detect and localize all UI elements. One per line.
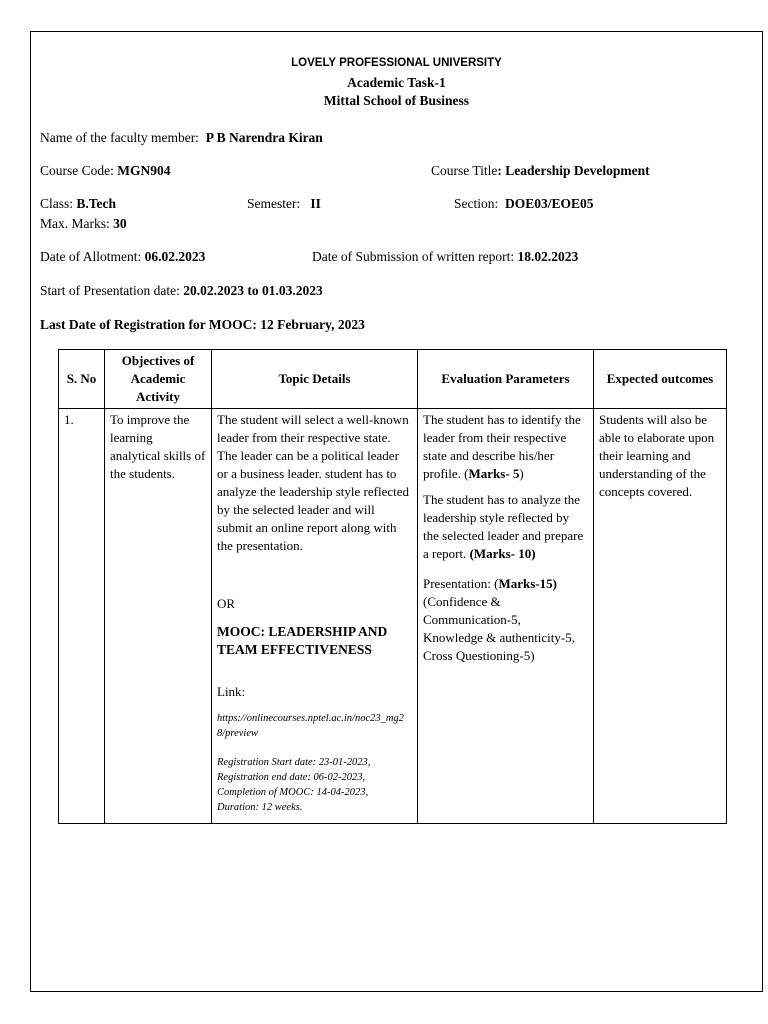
eval-knowledge: Knowledge & authenticity-5, <box>423 630 575 645</box>
link-label: Link: <box>217 684 246 699</box>
course-title: : Leadership Development <box>497 163 650 178</box>
mooc-registration-line: Last Date of Registration for MOOC: 12 February, 2023 <box>40 317 365 332</box>
max-marks-line: Max. Marks: 30 <box>40 216 127 231</box>
mooc-duration: Duration: 12 weeks. <box>217 802 303 813</box>
activity-table <box>58 349 727 824</box>
course-title-line: Course Title: Leadership Development <box>431 163 650 178</box>
section-value: DOE03/EOE05 <box>505 196 594 211</box>
mooc-link[interactable]: https://onlinecourses.nptel.ac.in/noc23_mg28/preview <box>217 713 404 739</box>
presentation-dates: 20.02.2023 to 01.03.2023 <box>183 283 323 298</box>
registration-start: Registration Start date: 23-01-2023, <box>217 757 371 768</box>
row-evaluation <box>418 409 594 824</box>
row-outcome: Students will also be able to elaborate upon their learning and understanding of the concepts covered. <box>594 409 727 824</box>
header-sno: S. No <box>59 350 105 409</box>
eval-analysis: The student has to analyze the leadership style reflected by the selected leader and prepare a report. (Marks- 10) <box>423 492 584 561</box>
header-outcomes: Expected outcomes <box>594 350 727 409</box>
allotment-date: 06.02.2023 <box>144 249 206 264</box>
submission-date: 18.02.2023 <box>517 249 579 264</box>
course-code-line: Course Code: MGN904 <box>40 163 171 178</box>
mooc-title: MOOC: LEADERSHIP AND TEAM EFFECTIVENESS <box>217 624 388 657</box>
section-line: Section: DOE03/EOE05 <box>454 196 594 211</box>
presentation-line: Start of Presentation date: 20.02.2023 to 01.03.2023 <box>40 283 323 298</box>
semester-line: Semester: II <box>247 196 321 211</box>
course-code: MGN904 <box>117 163 171 178</box>
submission-line: Date of Submission of written report: 18.02.2023 <box>312 249 579 264</box>
eval-presentation: Presentation: (Marks-15) <box>423 576 557 591</box>
table-header-row <box>59 350 727 409</box>
registration-end: Registration end date: 06-02-2023, <box>217 772 366 783</box>
row-objective: To improve the learning analytical skills of the students. <box>105 409 212 824</box>
semester-value: II <box>310 196 321 211</box>
class-value: B.Tech <box>76 196 117 211</box>
topic-paragraph: The student will select a well-known leader from their respective state. The leader can be a political leader or a business leader. student has to analyze the leadership style reflected by the selected leader and will submit an online report along with the presentation. <box>217 412 410 553</box>
header-topic-details: Topic Details <box>212 350 418 409</box>
eval-cross-questioning: Cross Questioning-5) <box>423 648 535 663</box>
max-marks-value: 30 <box>113 216 127 231</box>
mooc-completion: Completion of MOOC: 14-04-2023, <box>217 787 369 798</box>
header-evaluation: Evaluation Parameters <box>418 350 594 409</box>
faculty-line: Name of the faculty member: P B Narendra Kiran <box>40 130 323 145</box>
row-topic-details <box>212 409 418 824</box>
faculty-name: P B Narendra Kiran <box>205 130 323 145</box>
row-sno: 1. <box>59 409 105 824</box>
class-line: Class: B.Tech <box>40 196 117 211</box>
university-name: LOVELY PROFESSIONAL UNIVERSITY <box>291 57 502 69</box>
eval-profile: The student has to identify the leader from their respective state and describe his/her profile. (Marks- 5) <box>423 412 581 481</box>
or-text: OR <box>217 596 236 611</box>
allotment-line: Date of Allotment: 06.02.2023 <box>40 249 206 264</box>
document-page <box>30 31 763 992</box>
header-objectives: Objectives of Academic Activity <box>105 350 212 409</box>
task-title: Academic Task-1 <box>347 75 446 90</box>
eval-confidence: (Confidence & Communication-5, <box>423 594 521 627</box>
table-row <box>59 409 727 824</box>
school-name: Mittal School of Business <box>323 93 470 108</box>
